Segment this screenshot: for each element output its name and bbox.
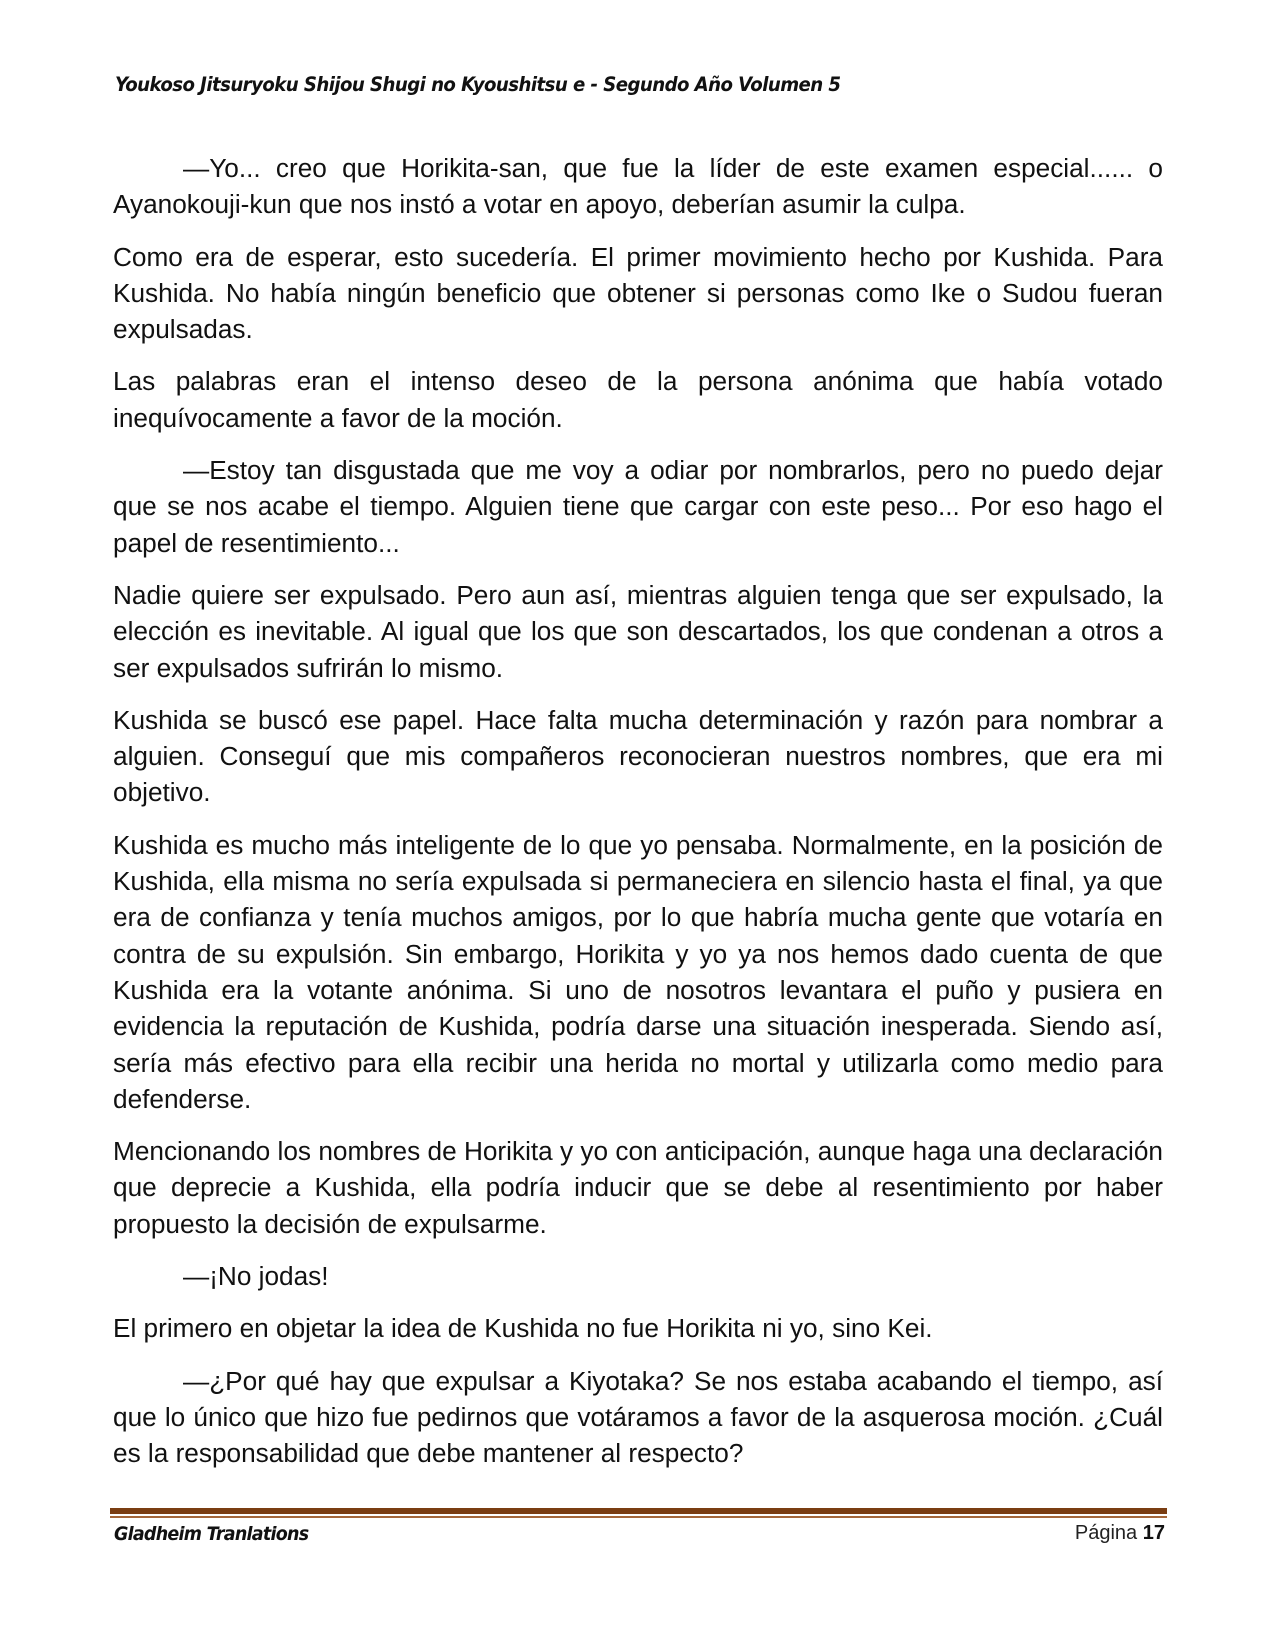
paragraph-dialogue: —¡No jodas! xyxy=(183,1261,329,1292)
paragraph: Las palabras eran el intenso deseo de la persona anónima que había votado inequívocamente a favor de la moción. xyxy=(113,366,1163,433)
page-number-label xyxy=(1075,1522,1165,1545)
footer-divider-thin xyxy=(110,1516,1167,1518)
page-label: Página xyxy=(1074,1522,1138,1544)
footer-divider xyxy=(110,1508,1167,1518)
footer-credit: Gladheim Tranlations xyxy=(114,1523,309,1545)
paragraph: Como era de esperar, esto sucedería. El primer movimiento hecho por Kushida. Para Kushida. No había ningún beneficio que obtener si personas como Ike o Sudou fueran expulsadas. xyxy=(113,241,1163,345)
page-header-title: Youkoso Jitsuryoku Shijou Shugi no Kyoushitsu e - Segundo Año Volumen 5 xyxy=(115,73,841,96)
paragraph: Kushida es mucho más inteligente de lo que yo pensaba. Normalmente, en la posición de Kushida, ella misma no sería expulsada si permaneciera en silencio hasta el final, ya que era de confianza y tenía muchos amigos, por lo que habría mucha gente que votaría en contra de su expulsión. Sin embargo, Horikita y yo ya nos hemos dado cuenta de que Kushida era la votante anónima. Si uno de nosotros levantara el puño y pusiera en evidencia la reputación de Kushida, podría darse una situación inesperada. Siendo así, sería más efectivo para ella recibir una herida no mortal y utilizarla como medio para defenderse. xyxy=(113,829,1163,1114)
paragraph: Kushida se buscó ese papel. Hace falta mucha determinación y razón para nombrar a alguien. Conseguí que mis compañeros reconocieran nuestros nombres, que era mi objetivo. xyxy=(113,704,1163,808)
paragraph-dialogue: —Estoy tan disgustada que me voy a odiar por nombrarlos, pero no puedo dejar que se nos acabe el tiempo. Alguien tiene que cargar con este peso... Por eso hago el papel de resentimiento... xyxy=(113,455,1163,558)
paragraph: El primero en objetar la idea de Kushida no fue Horikita ni yo, sino Kei. xyxy=(113,1313,933,1344)
body-text xyxy=(113,150,1163,1488)
paragraph-dialogue: —¿Por qué hay que expulsar a Kiyotaka? Se nos estaba acabando el tiempo, así que lo único que hizo fue pedirnos que votáramos a favor de la asquerosa moción. ¿Cuál es la responsabilidad que debe mantener al respecto? xyxy=(113,1365,1163,1469)
page-number: 17 xyxy=(1142,1522,1165,1544)
paragraph: Nadie quiere ser expulsado. Pero aun así, mientras alguien tenga que ser expulsado, la elección es inevitable. Al igual que los que son descartados, los que condenan a otros a ser expulsados sufrirán lo mismo. xyxy=(113,579,1163,683)
paragraph-dialogue: —Yo... creo que Horikita-san, que fue la líder de este examen especial...... o Ayanokouji-kun que nos instó a votar en apoyo, deberían asumir la culpa. xyxy=(113,153,1163,220)
paragraph: Mencionando los nombres de Horikita y yo con anticipación, aunque haga una declaración que deprecie a Kushida, ella podría inducir que se debe al resentimiento por haber propuesto la decisión de expulsarme. xyxy=(113,1136,1163,1239)
